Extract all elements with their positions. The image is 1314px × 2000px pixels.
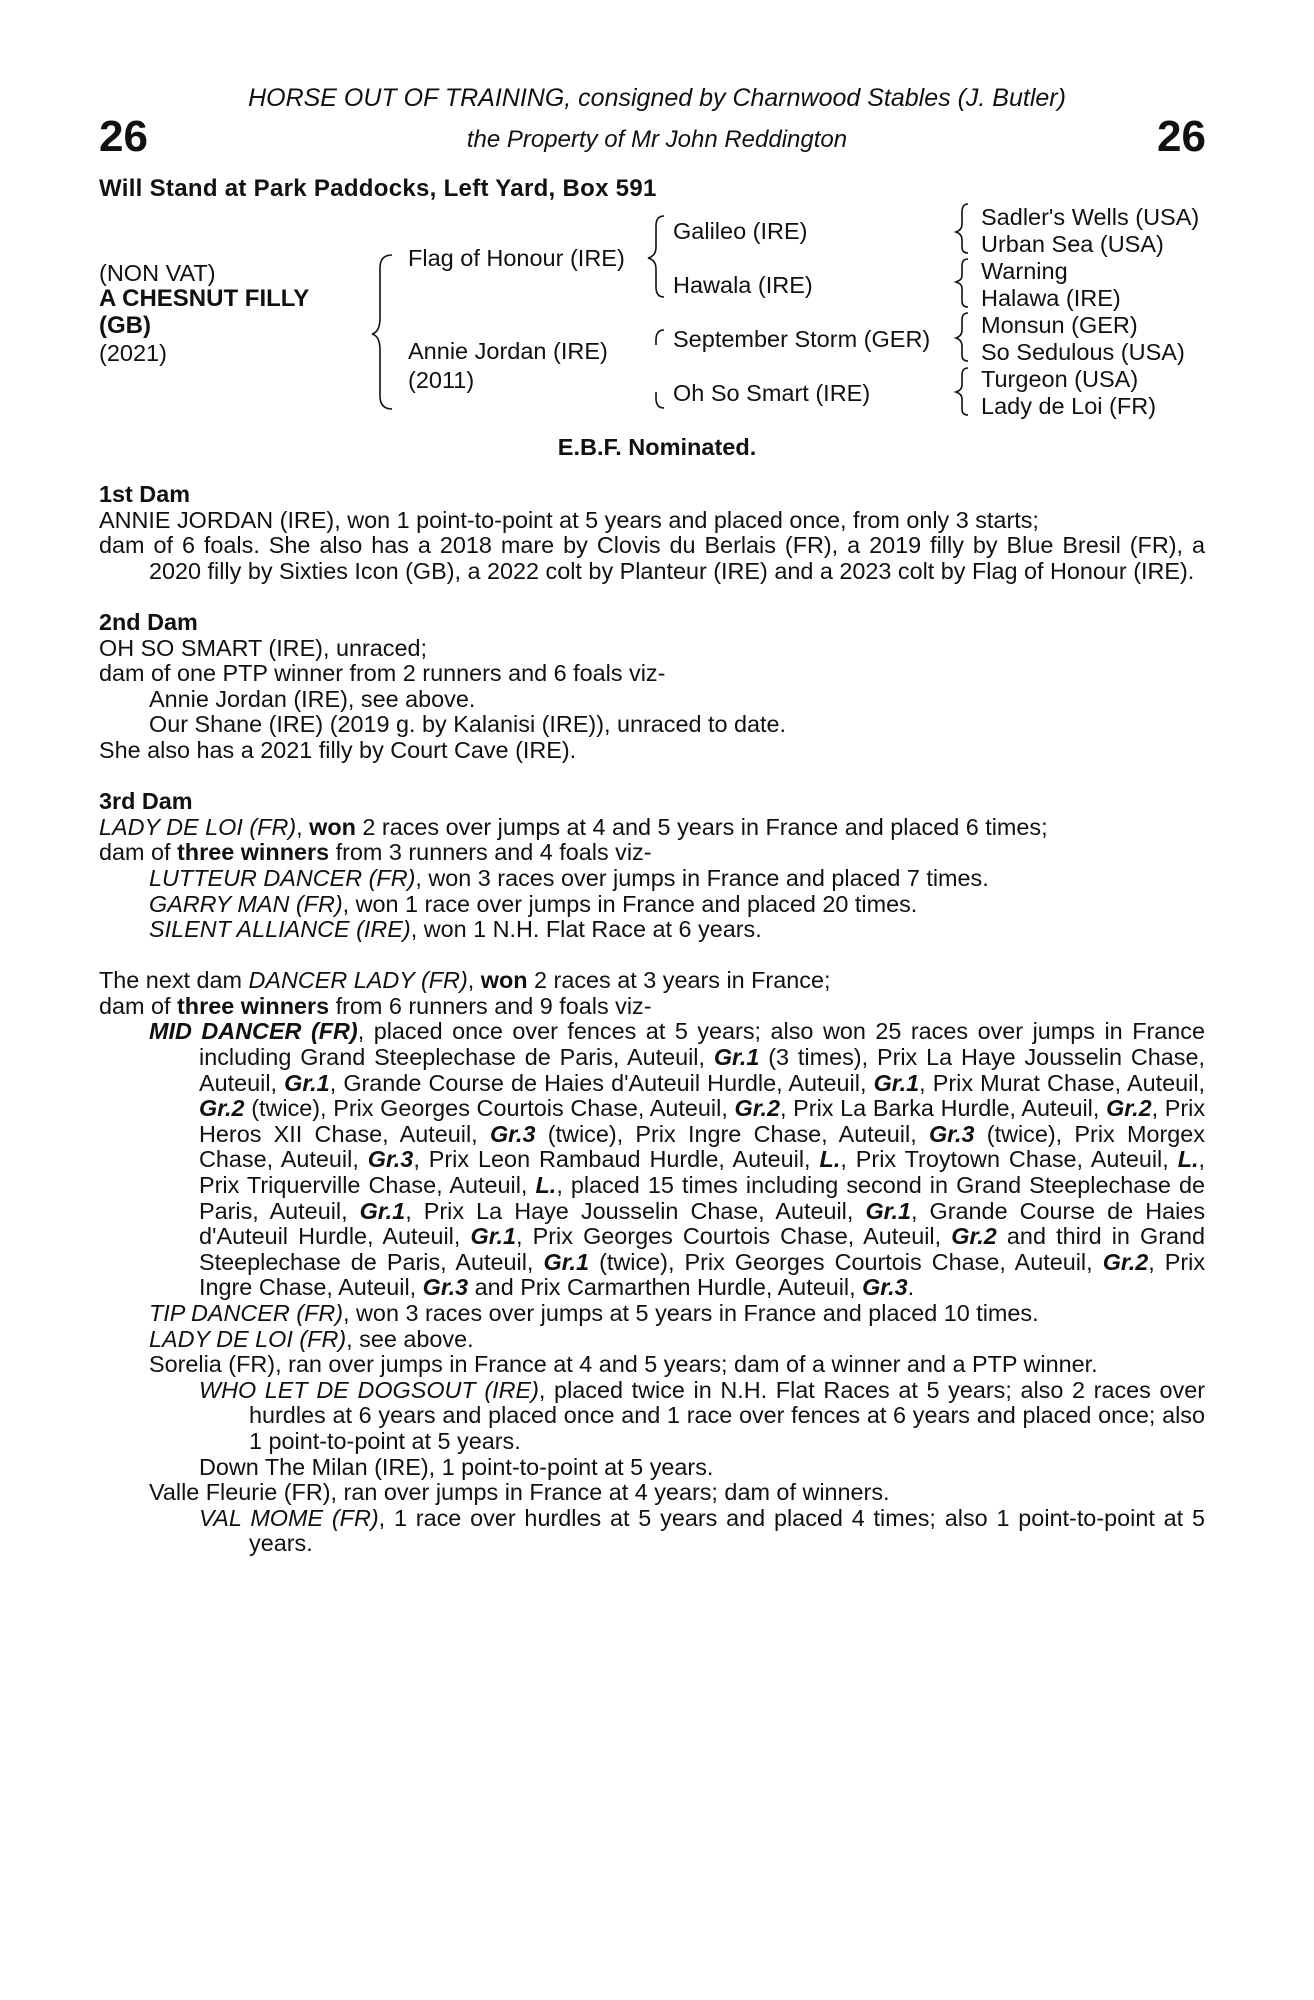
valle-fleurie-record: Valle Fleurie (FR), ran over jumps in France at 4 years; dam of winners.: [149, 1479, 890, 1506]
listed-label: L.: [535, 1172, 557, 1199]
race-record: , won 1 race over jumps in France and placed 20 times.: [342, 890, 918, 917]
dam-of-text: dam of: [99, 992, 171, 1019]
grade-label: Gr.1: [713, 1044, 760, 1071]
horse-name: SILENT ALLIANCE (IRE): [149, 916, 411, 943]
horse-name: DANCER LADY (FR): [248, 967, 468, 994]
horse-name: VAL MOME (FR): [199, 1504, 379, 1531]
produce-item: Annie Jordan (IRE), see above.: [149, 685, 476, 712]
subject-origin: (GB): [99, 312, 151, 339]
tip-dancer-record: TIP DANCER (FR), won 3 races over jumps at 5 years in France and placed 10 times.: [149, 1300, 1039, 1326]
lot-number-left: 26: [99, 112, 148, 161]
runners-text: from 3 runners and 4 foals viz-: [335, 839, 652, 866]
subject-year: (2021): [99, 340, 167, 366]
horse-name: LUTTEUR DANCER (FR): [149, 864, 416, 891]
dam-of-text: dam of: [99, 839, 171, 866]
second-dam-heading: 2nd Dam: [99, 608, 198, 635]
sire-sire: Galileo (IRE): [673, 218, 808, 244]
subject-name: A CHESNUT FILLY: [99, 285, 310, 312]
dam-brace-top: [656, 330, 664, 345]
brace-ss: [956, 204, 968, 253]
ped-dds: Turgeon (USA): [981, 366, 1139, 392]
second-dam-produce: dam of one PTP winner from 2 runners and 6 foals viz-: [99, 660, 666, 687]
who-let-record: WHO LET DE DOGSOUT (IRE), placed twice in N.H. Flat Races at 5 years; also 2 races over hurdles at 6 years and placed once and 1 race over fences at 6 years and placed once; also 1 point-to-point at 5 years.: [199, 1376, 1205, 1454]
grade-label: Gr.1: [543, 1248, 590, 1275]
runners-text: from 6 runners and 9 foals viz-: [335, 992, 652, 1019]
catalogue-body: [99, 482, 1205, 1557]
winners-count: three winners: [177, 992, 330, 1019]
mid-dancer-record: MID DANCER (FR), placed once over fences at 5 years; also won 25 races over jumps in France including Grand Steeplechase de Paris, Auteuil, Gr.1 (3 times), Prix La Haye Jousselin Chase, Auteuil, Gr.1, Grande Course de Haies d'Auteuil Hurdle, Auteuil, Gr.1, Prix Murat Chase, Auteuil, Gr.2 (twice), Prix Georges Courtois Chase, Auteuil, Gr.2, Prix La Barka Hurdle, Auteuil, Gr.2, Prix Heros XII Chase, Auteuil, Gr.3 (twice), Prix Ingre Chase, Auteuil, Gr.3 (twice), Prix Morgex Chase, Auteuil, Gr.3, Prix Leon Rambaud Hurdle, Auteuil, L., Prix Troytown Chase, Auteuil, L., Prix Triquerville Chase, Auteuil, L., placed 15 times including second in Grand Steeplechase de Paris, Auteuil, Gr.1, Prix La Haye Jousselin Chase, Auteuil, Gr.1, Grande Course de Haies d'Auteuil Hurdle, Auteuil, Gr.1, Prix Georges Courtois Chase, Auteuil, Gr.2 and third in Grand Steeplechase de Paris, Auteuil, Gr.1 (twice), Prix Georges Courtois Chase, Auteuil, Gr.2, Prix Ingre Chase, Auteuil, Gr.3 and Prix Carmarthen Hurdle, Auteuil, Gr.3.: [149, 1018, 1206, 1301]
grade-label: Gr.2: [1106, 1095, 1152, 1122]
brace-sd: [956, 259, 968, 307]
grade-label: Gr.1: [284, 1069, 330, 1096]
dam-sire: September Storm (GER): [673, 326, 931, 352]
grade-label: Gr.1: [470, 1223, 517, 1250]
winners-count: three winners: [177, 839, 330, 866]
down-the-milan-record: Down The Milan (IRE), 1 point-to-point at 5 years.: [199, 1453, 714, 1480]
next-dam-section: The next dam DANCER LADY (FR), won 2 races at 3 years in France; dam of three winners from 6 runners and 9 foals viz- MID DANCER (FR), placed once over fences at 5 years; also won 25 races over jumps in France including Grand Steeplechase de Paris, Auteuil, Gr.1 (3 times), Prix La Haye Jousselin Chase, Auteuil, Gr.1, Grande Course de Haies d'Auteuil Hurdle, Auteuil, Gr.1, Prix Murat Chase, Auteuil, Gr.2 (twice), Prix Georges Courtois Chase, Auteuil, Gr.2, Prix La Barka Hurdle, Auteuil, Gr.2, Prix Heros XII Chase, Auteuil, Gr.3 (twice), Prix Ingre Chase, Auteuil, Gr.3 (twice), Prix Morgex Chase, Auteuil, Gr.3, Prix Leon Rambaud Hurdle, Auteuil, L., Prix Troytown Chase, Auteuil, L., Prix Triquerville Chase, Auteuil, L., placed 15 times including second in Grand Steeplechase de Paris, Auteuil, Gr.1, Prix La Haye Jousselin Chase, Auteuil, Gr.1, Grande Course de Haies d'Auteuil Hurdle, Auteuil, Gr.1, Prix Georges Courtois Chase, Auteuil, Gr.2 and third in Grand Steeplechase de Paris, Auteuil, Gr.1 (twice), Prix Georges Courtois Chase, Auteuil, Gr.2, Prix Ingre Chase, Auteuil, Gr.3 and Prix Carmarthen Hurdle, Auteuil, Gr.3. TIP DANCER (FR), won 3 races over jumps at 5 years in France and placed 10 times. LADY DE LOI (FR), see above. Sorelia (FR), ran over jumps in France at 4 and 5 years; dam of a winner and a PTP winner. WHO LET DE DOGSOUT (IRE), placed twice in N.H. Flat Races at 5 years; also 2 races over hurdles at 6 years and placed once and 1 race over fences at 6 years and placed once; also 1 point-to-point at 5 years. Down The Milan (IRE), 1 point-to-point at 5 years. Valle Fleurie (FR), ran over jumps in France at 4 years; dam of winners. VAL MOME (FR), 1 race over hurdles at 5 years and placed 4 times; also 1 point-to-point at 5 years.: [99, 967, 1206, 1557]
lot-number-right: 26: [1157, 112, 1206, 161]
race-record: , won 3 races over jumps in France and placed 7 times.: [415, 864, 989, 891]
first-dam-record: ANNIE JORDAN (IRE), won 1 point-to-point at 5 years and placed once, from only 3 starts;: [99, 506, 1039, 533]
race-record: 2 races at 3 years in France;: [534, 967, 831, 994]
second-dam-section: [99, 610, 1205, 764]
grade-label: Gr.2: [734, 1095, 781, 1122]
listed-label: L.: [819, 1146, 841, 1173]
location-line: Will Stand at Park Paddocks, Left Yard, Box 591: [99, 175, 657, 202]
grade-label: Gr.3: [422, 1274, 469, 1301]
ped-dss: Monsun (GER): [981, 312, 1138, 338]
next-dam-intro: The next dam: [99, 967, 243, 994]
race-record: , won 1 N.H. Flat Race at 6 years.: [410, 916, 762, 943]
listed-label: L.: [1177, 1146, 1199, 1173]
sire-brace: [648, 216, 664, 297]
horse-name: GARRY MAN (FR): [149, 890, 343, 917]
grade-label: Gr.3: [489, 1120, 536, 1147]
third-dam-heading: 3rd Dam: [99, 788, 193, 815]
ped-sds: Warning: [981, 258, 1068, 284]
race-record: 2 races over jumps at 4 and 5 years in France and placed 6 times;: [362, 813, 1048, 840]
second-dam-note: She also has a 2021 filly by Court Cave (IRE).: [99, 736, 577, 763]
ped-sss: Sadler's Wells (USA): [981, 204, 1200, 230]
property-line: the Property of Mr John Reddington: [466, 126, 848, 153]
second-dam-record: OH SO SMART (IRE), unraced;: [99, 634, 427, 661]
grade-label: Gr.3: [928, 1120, 975, 1147]
grade-label: Gr.2: [1102, 1248, 1149, 1275]
val-mome-record: VAL MOME (FR), 1 race over hurdles at 5 years and placed 4 times; also 1 point-to-point at 5 years.: [199, 1504, 1205, 1557]
grade-label: Gr.1: [865, 1197, 911, 1224]
grade-label: Gr.3: [862, 1274, 908, 1301]
horse-name: MID DANCER (FR): [149, 1018, 358, 1045]
third-dam-section: 3rd Dam LADY DE LOI (FR), won 2 races over jumps at 4 and 5 years in France and placed 6 times; dam of three winners from 3 runners and 4 foals viz- LUTTEUR DANCER (FR), won 3 races over jumps in France and placed 7 times. GARRY MAN (FR), won 1 race over jumps in France and placed 20 times. SILENT ALLIANCE (IRE), won 1 N.H. Flat Race at 6 years.: [99, 789, 1205, 943]
ped-dsd: So Sedulous (USA): [981, 339, 1185, 365]
horse-name: LADY DE LOI (FR): [99, 813, 297, 840]
horse-name: LADY DE LOI (FR): [149, 1325, 347, 1352]
horse-name: TIP DANCER (FR): [149, 1300, 344, 1326]
grade-label: Gr.2: [951, 1223, 997, 1250]
brace-dd: [956, 368, 968, 415]
first-dam-heading: 1st Dam: [99, 481, 191, 507]
won-label: won: [309, 813, 356, 840]
grade-label: Gr.1: [359, 1197, 406, 1224]
ebf-nominated: E.B.F. Nominated.: [557, 434, 757, 460]
sorelia-record: Sorelia (FR), ran over jumps in France at 4 and 5 years; dam of a winner and a PTP winner.: [149, 1351, 1098, 1378]
dam-year: (2011): [408, 367, 475, 393]
sire-dam: Hawala (IRE): [673, 272, 813, 298]
grade-label: Gr.1: [873, 1069, 920, 1096]
sire-name: Flag of Honour (IRE): [408, 245, 625, 271]
brace-ds: [956, 313, 968, 361]
ped-sdd: Halawa (IRE): [981, 285, 1121, 311]
ped-ssd: Urban Sea (USA): [981, 231, 1164, 257]
won-label: won: [480, 967, 528, 994]
dam-brace-bottom: [656, 392, 664, 408]
produce-item: Our Shane (IRE) (2019 g. by Kalanisi (IRE)), unraced to date.: [149, 711, 787, 738]
consignment-line: HORSE OUT OF TRAINING, consigned by Charnwood Stables (J. Butler): [248, 84, 1066, 112]
main-brace: [372, 255, 392, 409]
lady-de-loi-record: LADY DE LOI (FR), see above.: [149, 1325, 474, 1352]
dam-dam: Oh So Smart (IRE): [673, 380, 871, 406]
grade-label: Gr.3: [367, 1146, 414, 1173]
first-dam-section: [99, 482, 1205, 584]
horse-name: WHO LET DE DOGSOUT (IRE): [199, 1376, 539, 1403]
dam-name: Annie Jordan (IRE): [408, 338, 608, 364]
grade-label: Gr.2: [199, 1095, 245, 1122]
ped-ddd: Lady de Loi (FR): [981, 393, 1157, 419]
first-dam-produce: dam of 6 foals. She also has a 2018 mare by Clovis du Berlais (FR), a 2019 filly by Blue Bresil (FR), a 2020 filly by Sixties Icon (GB), a 2022 colt by Planteur (IRE) and a 2023 colt by Flag of Honour (IRE).: [99, 532, 1205, 584]
vat-status: (NON VAT): [99, 260, 216, 286]
